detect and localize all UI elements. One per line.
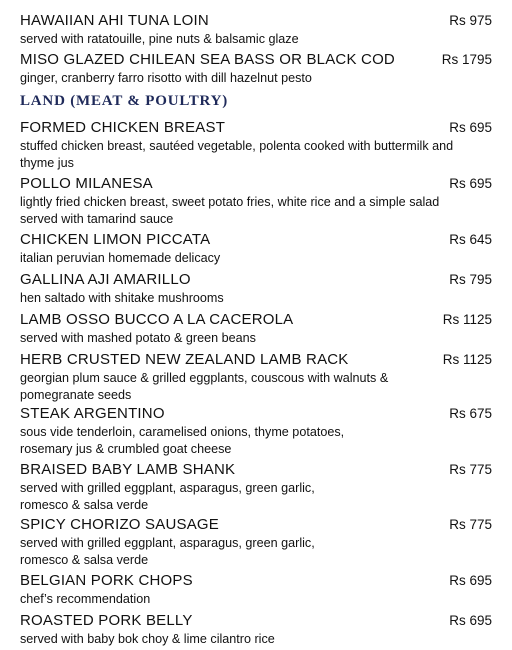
menu-item-header: [20, 51, 492, 69]
menu-item-header: [20, 231, 492, 249]
menu-item-header: [20, 175, 492, 193]
menu-item-name: FORMED CHICKEN BREAST: [20, 119, 226, 136]
menu-item-name: SPICY CHORIZO SAUSAGE: [20, 516, 219, 533]
menu-item-description: chef’s recommendation: [20, 592, 151, 606]
menu-item-name: GALLINA AJI AMARILLO: [20, 271, 191, 288]
menu-item-price: Rs 775: [449, 517, 492, 532]
menu-item-price: Rs 695: [449, 176, 492, 191]
menu-item-header: [20, 405, 492, 423]
menu-item-header: [20, 119, 492, 137]
menu-item-miso-glazed-sea-bass: [20, 51, 492, 87]
menu-item-spicy-chorizo-sausage: [20, 516, 492, 569]
menu-item-description: georgian plum sauce & grilled eggplants, couscous with walnuts & pomegranate seeds: [20, 371, 389, 402]
menu-item-header: [20, 12, 492, 30]
menu-item-name: BRAISED BABY LAMB SHANK: [20, 461, 236, 478]
menu-item-description: served with baby bok choy & lime cilantro rice: [20, 632, 275, 646]
menu-item-gallina-aji-amarillo: [20, 271, 492, 307]
menu-item-name: CHICKEN LIMON PICCATA: [20, 231, 211, 248]
menu-item-belgian-pork-chops: [20, 572, 492, 608]
menu-item-name: BELGIAN PORK CHOPS: [20, 572, 193, 589]
menu-item-price: Rs 1125: [442, 352, 492, 367]
menu-item-header: [20, 351, 492, 369]
menu-item-description: served with grilled eggplant, asparagus, green garlic, romesco & salsa verde: [20, 481, 315, 512]
menu-item-chicken-limon-piccata: [20, 231, 492, 267]
menu-item-price: Rs 795: [449, 272, 492, 287]
menu-item-description: served with grilled eggplant, asparagus, green garlic, romesco & salsa verde: [20, 536, 315, 567]
menu-item-description: served with mashed potato & green beans: [20, 331, 256, 345]
menu-item-price: Rs 1125: [442, 312, 492, 327]
section-title-land: LAND (MEAT & POULTRY): [20, 93, 229, 109]
menu-item-herb-crusted-lamb-rack: [20, 351, 492, 404]
menu-item-header: [20, 612, 492, 630]
menu-item-description: ginger, cranberry farro risotto with dill hazelnut pesto: [20, 71, 312, 85]
menu-item-name: MISO GLAZED CHILEAN SEA BASS OR BLACK COD: [20, 51, 395, 68]
menu-item-price: Rs 775: [449, 462, 492, 477]
menu-item-braised-baby-lamb-shank: [20, 461, 492, 514]
menu-item-header: [20, 311, 492, 329]
menu-item-name: HERB CRUSTED NEW ZEALAND LAMB RACK: [20, 351, 349, 368]
menu-item-name: POLLO MILANESA: [20, 175, 153, 192]
menu-item-name: LAMB OSSO BUCCO A LA CACEROLA: [20, 311, 294, 328]
menu-item-price: Rs 675: [449, 406, 492, 421]
menu-item-description: served with ratatouille, pine nuts & balsamic glaze: [20, 32, 299, 46]
menu-item-hawaiian-ahi-tuna-loin: [20, 12, 492, 48]
menu-item-lamb-osso-bucco: [20, 311, 492, 347]
menu-item-pollo-milanesa: [20, 175, 492, 228]
menu-item-description: italian peruvian homemade delicacy: [20, 251, 221, 265]
menu-item-header: [20, 516, 492, 534]
menu-item-name: STEAK ARGENTINO: [20, 405, 165, 422]
menu-item-description: sous vide tenderloin, caramelised onions, thyme potatoes, rosemary jus & crumbled goat cheese: [20, 425, 345, 456]
menu-item-description: lightly fried chicken breast, sweet potato fries, white rice and a simple salad served with tamarind sauce: [20, 195, 440, 226]
menu-item-header: [20, 572, 492, 590]
menu-item-price: Rs 975: [449, 13, 492, 28]
menu-item-header: [20, 271, 492, 289]
menu-item-description: stuffed chicken breast, sautéed vegetable, polenta cooked with buttermilk and thyme jus: [20, 139, 454, 170]
menu-item-description: hen saltado with shitake mushrooms: [20, 291, 224, 305]
menu-item-header: [20, 461, 492, 479]
menu-item-formed-chicken-breast: [20, 119, 492, 172]
menu-item-price: Rs 695: [449, 120, 492, 135]
menu-item-price: Rs 695: [449, 573, 492, 588]
menu-item-steak-argentino: [20, 405, 492, 458]
menu-item-price: Rs 695: [449, 613, 492, 628]
menu-item-price: Rs 1795: [441, 52, 492, 67]
menu-item-roasted-pork-belly: [20, 612, 492, 648]
menu-item-name: ROASTED PORK BELLY: [20, 612, 193, 629]
menu-item-price: Rs 645: [449, 232, 492, 247]
menu-item-name: HAWAIIAN AHI TUNA LOIN: [20, 12, 209, 29]
